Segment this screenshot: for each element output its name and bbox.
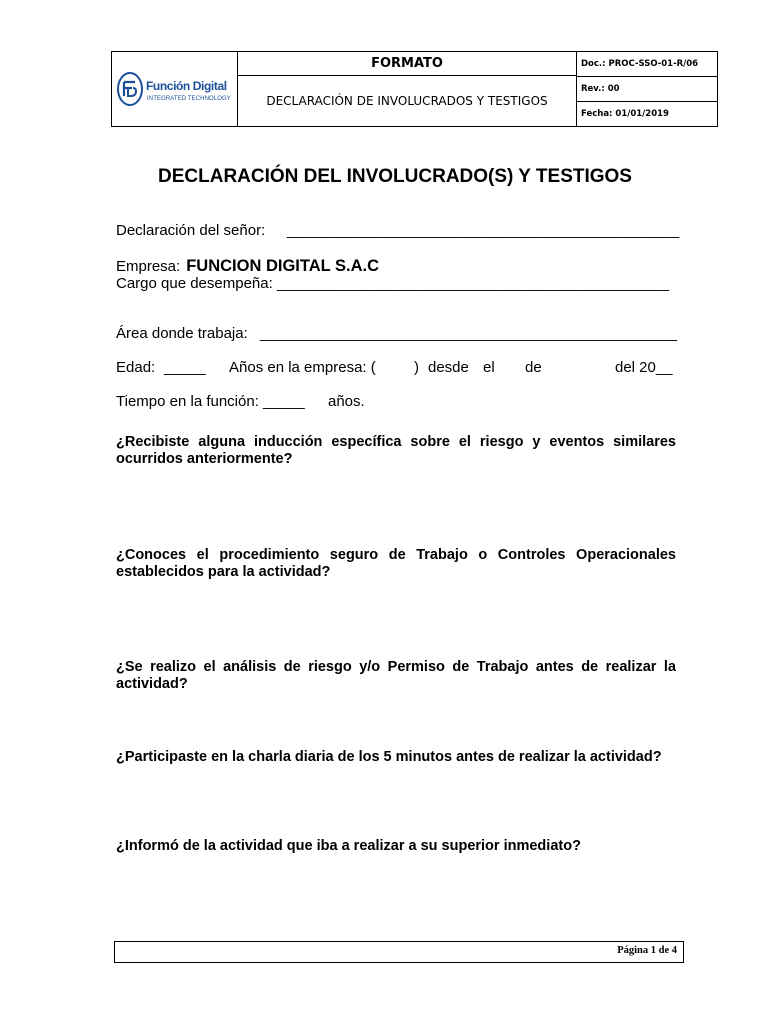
since-label: desde [428, 359, 469, 376]
company-logo-icon [116, 71, 144, 107]
company-value: FUNCION DIGITAL S.A.C [186, 257, 380, 275]
company-label: Empresa: [116, 258, 181, 275]
years-close: ) [414, 359, 419, 376]
time-in-role-label: Tiempo en la función: _____ [116, 393, 305, 410]
format-label: FORMATO [238, 52, 576, 76]
age-label: Edad: [116, 359, 156, 376]
position-blank[interactable]: _______________________________________________ [276, 275, 670, 292]
el-label: el [483, 359, 495, 376]
logo-name: Función Digital [146, 79, 227, 93]
title-cell [238, 52, 577, 126]
question-induction: ¿Recibiste alguna inducción específica sobre el riesgo y eventos similares ocurridos anteriormente? [116, 434, 676, 467]
area-label: Área donde trabaja: [116, 325, 248, 342]
area-blank[interactable]: __________________________________________________ [260, 325, 678, 342]
company-field [116, 257, 379, 276]
time-unit: años. [328, 393, 365, 410]
question-risk-analysis: ¿Se realizo el análisis de riesgo y/o Permiso de Trabajo antes de realizar la actividad? [116, 659, 676, 692]
doc-date: Fecha: 01/01/2019 [581, 109, 669, 119]
question-procedure: ¿Conoces el procedimiento seguro de Trabajo o Controles Operacionales establecidos para la actividad? [116, 547, 676, 580]
del-year-label: del 20__ [615, 359, 673, 376]
page-number: Página 1 de 4 [617, 945, 677, 956]
doc-code: Doc.: PROC-SSO-01-R/06 [577, 52, 717, 77]
position-label: Cargo que desempeña: [116, 275, 273, 292]
age-blank[interactable]: _____ [164, 359, 206, 376]
logo-cell [112, 52, 238, 126]
declaration-field [116, 222, 265, 239]
declaration-blank[interactable]: _______________________________________________ [287, 222, 680, 239]
question-informed-supervisor: ¿Informó de la actividad que iba a realizar a su superior inmediato? [116, 838, 581, 854]
revision: Rev.: 00 [577, 77, 717, 102]
years-label: Años en la empresa: ( [229, 359, 376, 376]
position-field [116, 275, 669, 292]
declaration-header-title: DECLARACIÓN DE INVOLUCRADOS Y TESTIGOS [266, 94, 548, 108]
de-label: de [525, 359, 542, 376]
declaration-label: Declaración del señor: [116, 222, 266, 239]
question-daily-talk: ¿Participaste en la charla diaria de los 5 minutos antes de realizar la actividad? [116, 749, 662, 765]
logo-tagline: INTEGRATED TECHNOLOGY [147, 96, 231, 102]
page-footer [114, 941, 684, 963]
doc-info-cell [577, 52, 717, 126]
document-header-table [111, 51, 718, 127]
area-field [116, 325, 248, 342]
page-title: DECLARACIÓN DEL INVOLUCRADO(S) Y TESTIGOS [158, 166, 632, 187]
